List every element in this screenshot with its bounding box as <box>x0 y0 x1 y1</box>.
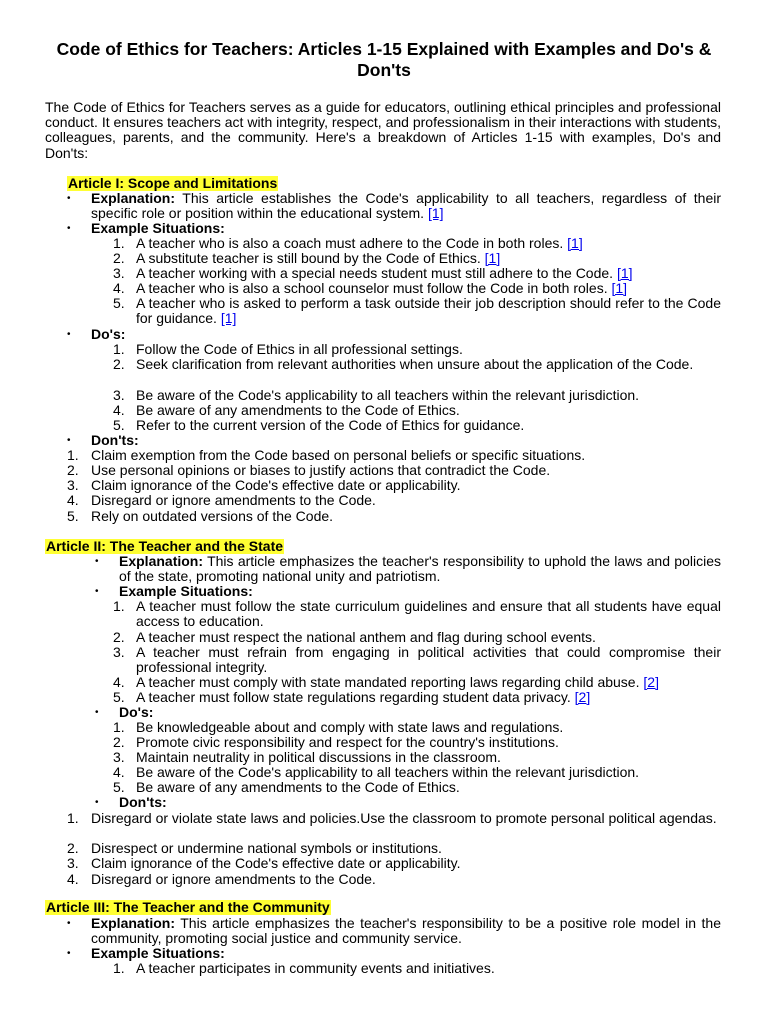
list-number: 1. <box>113 598 125 614</box>
list-number: 3. <box>113 749 125 765</box>
do-item <box>113 388 721 403</box>
item-body <box>91 463 721 478</box>
list-number: 1. <box>113 719 125 735</box>
item-body <box>136 735 721 750</box>
example-item <box>113 645 721 675</box>
list-number: 5. <box>113 295 125 311</box>
dont-item <box>67 493 721 508</box>
item-label: Example Situations: <box>91 945 225 961</box>
dont-item <box>67 811 721 826</box>
item-body <box>136 765 721 780</box>
list-number: 5. <box>113 689 125 705</box>
item-text: A teacher who is also a coach must adhere to the Code in both roles. <box>136 235 564 251</box>
item-text: This article emphasizes the teacher's responsibility to uphold the laws and policies of the state, promoting national unity and patriotism. <box>119 553 721 585</box>
item-text: A teacher who is asked to perform a task outside their job description should refer to the Code for guidance. <box>136 295 721 327</box>
item-text: Seek clarification from relevant authorities when unsure about the application of the Code. <box>136 356 694 372</box>
item-body <box>91 493 721 508</box>
article-heading: Article III: The Teacher and the Community <box>46 899 330 915</box>
item-text: Disrespect or undermine national symbols or institutions. <box>91 840 442 856</box>
item-body <box>91 872 721 887</box>
dos-bullet <box>67 327 721 342</box>
list-number: 4. <box>67 492 79 508</box>
list-number: 1. <box>113 235 125 251</box>
item-body <box>136 675 721 690</box>
item-body <box>136 690 721 705</box>
item-text: Refer to the current version of the Code of Ethics for guidance. <box>136 417 525 433</box>
examples-bullet <box>67 221 721 236</box>
item-label: Don'ts: <box>119 794 167 810</box>
intro-paragraph: The Code of Ethics for Teachers serves as a guide for educators, outlining ethical principles and professional conduct. It ensures teachers act with integrity, respect, and professionalism in their interactions with students, colleagues, parents, and the community. Here's a breakdown of Articles 1-15 with examples, Do's and Don'ts: <box>45 99 721 161</box>
item-body <box>119 795 721 810</box>
example-item <box>113 599 721 629</box>
item-body <box>91 946 721 961</box>
do-item <box>113 735 721 750</box>
list-number: 5. <box>67 508 79 524</box>
example-item <box>113 690 721 705</box>
citation-link[interactable]: [1] <box>611 280 628 296</box>
item-text: A substitute teacher is still bound by the Code of Ethics. <box>136 250 481 266</box>
explanation-bullet <box>95 554 721 584</box>
item-label: Explanation: <box>119 553 204 569</box>
examples-bullet <box>95 584 721 599</box>
dont-item <box>67 841 721 856</box>
list-number: 3. <box>113 265 125 281</box>
item-label: Do's: <box>119 704 154 720</box>
dont-item <box>67 856 721 871</box>
item-text: A teacher must refrain from engaging in political activities that could compromise their professional integrity. <box>136 644 721 676</box>
list-number: 1. <box>113 960 125 976</box>
item-text: Promote civic responsibility and respect for the country's institutions. <box>136 734 559 750</box>
item-body <box>91 916 721 946</box>
do-item <box>113 780 721 795</box>
list-number: 1. <box>113 341 125 357</box>
item-text: Disregard or ignore amendments to the Code. <box>91 492 376 508</box>
bullet-marker: • <box>67 435 71 446</box>
item-text: Claim exemption from the Code based on personal beliefs or specific situations. <box>91 447 586 463</box>
donts-bullet <box>67 433 721 448</box>
bullet-marker: • <box>95 797 99 808</box>
item-body <box>91 448 721 463</box>
item-label: Explanation: <box>91 915 176 931</box>
bullet-marker: • <box>67 329 71 340</box>
item-body <box>119 705 721 720</box>
list-number: 4. <box>113 674 125 690</box>
citation-link[interactable]: [1] <box>616 265 633 281</box>
item-text: A teacher must comply with state mandated reporting laws regarding child abuse. <box>136 674 640 690</box>
explanation-bullet <box>67 191 721 221</box>
do-item <box>113 418 721 433</box>
item-body <box>91 841 721 856</box>
item-body <box>136 281 721 296</box>
list-number: 4. <box>67 871 79 887</box>
item-body <box>136 251 721 266</box>
item-text: Rely on outdated versions of the Code. <box>91 508 334 524</box>
list-number: 3. <box>113 644 125 660</box>
citation-link[interactable]: [1] <box>567 235 583 251</box>
item-body <box>91 327 721 342</box>
dont-item <box>67 448 721 463</box>
citation-link[interactable]: [1] <box>220 310 237 327</box>
list-number: 4. <box>113 280 125 296</box>
item-body <box>136 296 721 326</box>
examples-bullet <box>67 946 721 961</box>
item-body <box>136 342 721 357</box>
item-text: Claim ignorance of the Code's effective date or applicability. <box>91 477 461 493</box>
citation-link[interactable]: [2] <box>643 674 659 690</box>
list-number: 3. <box>67 855 79 871</box>
item-text: Disregard or violate state laws and policies.Use the classroom to promote personal political agendas. <box>91 810 717 826</box>
item-text: This article establishes the Code's applicability to all teachers, regardless of their specific role or position within the educational system. <box>91 190 722 222</box>
list-number: 2. <box>67 840 79 856</box>
citation-link[interactable]: [1] <box>484 250 501 266</box>
page-title: Code of Ethics for Teachers: Articles 1-15 Explained with Examples and Do's & Don'ts <box>56 39 712 80</box>
item-body <box>136 418 721 433</box>
example-item <box>113 630 721 645</box>
item-body <box>136 266 721 281</box>
item-text: Use personal opinions or biases to justify actions that contradict the Code. <box>91 462 551 478</box>
bullet-marker: • <box>67 918 71 929</box>
item-text: Be knowledgeable about and comply with state laws and regulations. <box>136 719 564 735</box>
item-body <box>91 433 721 448</box>
list-number: 3. <box>67 477 79 493</box>
list-number: 2. <box>113 734 125 750</box>
item-body <box>136 403 721 418</box>
item-text: Claim ignorance of the Code's effective date or applicability. <box>91 855 461 871</box>
do-item <box>113 403 721 418</box>
item-body <box>136 750 721 765</box>
list-number: 2. <box>113 250 125 266</box>
bullet-marker: • <box>95 556 99 567</box>
citation-link[interactable]: [2] <box>574 689 591 705</box>
example-item <box>113 961 721 976</box>
item-text: A teacher working with a special needs student must still adhere to the Code. <box>136 265 614 281</box>
item-label: Don'ts: <box>91 432 139 448</box>
list-number: 4. <box>113 402 125 418</box>
bullet-marker: • <box>67 193 71 204</box>
item-label: Explanation: <box>91 190 176 206</box>
bullet-marker: • <box>95 707 99 718</box>
article-heading: Article II: The Teacher and the State <box>46 538 284 554</box>
item-body <box>91 509 721 524</box>
item-text: A teacher must follow the state curriculum guidelines and ensure that all students have equal access to education. <box>136 598 721 630</box>
example-item <box>113 281 721 296</box>
item-body <box>119 554 721 584</box>
item-body <box>91 811 721 826</box>
example-item <box>113 251 721 266</box>
item-text: Follow the Code of Ethics in all professional settings. <box>136 341 463 357</box>
item-text: A teacher must respect the national anthem and flag during school events. <box>136 629 596 645</box>
example-item <box>113 675 721 690</box>
list-number: 5. <box>113 417 125 433</box>
item-text: Maintain neutrality in political discussions in the classroom. <box>136 749 501 765</box>
bullet-marker: • <box>67 223 71 234</box>
item-body <box>91 191 721 221</box>
item-body <box>119 584 721 599</box>
list-number: 2. <box>113 629 125 645</box>
list-number: 1. <box>67 810 79 826</box>
dont-item <box>67 509 721 524</box>
item-text: Be aware of any amendments to the Code of Ethics. <box>136 402 460 418</box>
list-number: 2. <box>67 462 79 478</box>
example-item <box>113 266 721 281</box>
item-label: Do's: <box>91 326 126 342</box>
item-body <box>91 221 721 236</box>
example-item <box>113 296 721 326</box>
dos-bullet <box>95 705 721 720</box>
do-item <box>113 342 721 357</box>
list-number: 5. <box>113 779 125 795</box>
list-number: 4. <box>113 764 125 780</box>
item-body <box>136 599 721 629</box>
item-body <box>136 630 721 645</box>
item-body <box>136 388 721 403</box>
citation-link[interactable]: [1] <box>427 205 444 222</box>
item-label: Example Situations: <box>119 583 253 599</box>
item-body <box>91 856 721 871</box>
item-body <box>136 961 721 976</box>
donts-bullet <box>95 795 721 810</box>
do-item <box>113 357 721 372</box>
item-body <box>136 720 721 735</box>
item-text: Be aware of the Code's applicability to all teachers within the relevant jurisdiction. <box>136 387 640 403</box>
do-item <box>113 765 721 780</box>
item-text: A teacher participates in community events and initiatives. <box>136 960 495 976</box>
item-text: Be aware of the Code's applicability to all teachers within the relevant jurisdiction. <box>136 764 640 780</box>
item-text: A teacher must follow state regulations regarding student data privacy. <box>136 689 571 705</box>
item-label: Example Situations: <box>91 220 225 236</box>
list-number: 3. <box>113 387 125 403</box>
item-body <box>91 478 721 493</box>
list-number: 1. <box>67 447 79 463</box>
bullet-marker: • <box>95 586 99 597</box>
item-text: This article emphasizes the teacher's responsibility to be a positive role model in the community, promoting social justice and community service. <box>91 915 722 947</box>
explanation-bullet <box>67 916 721 946</box>
dont-item <box>67 463 721 478</box>
item-text: A teacher who is also a school counselor must follow the Code in both roles. <box>136 280 608 296</box>
item-text: Disregard or ignore amendments to the Code. <box>91 871 376 887</box>
item-body <box>136 780 721 795</box>
dont-item <box>67 872 721 887</box>
example-item <box>113 236 721 251</box>
do-item <box>113 750 721 765</box>
dont-item <box>67 478 721 493</box>
item-body <box>136 236 721 251</box>
item-body <box>136 645 721 675</box>
bullet-marker: • <box>67 948 71 959</box>
list-number: 2. <box>113 356 125 372</box>
do-item <box>113 720 721 735</box>
item-text: Be aware of any amendments to the Code of Ethics. <box>136 779 460 795</box>
article-heading: Article I: Scope and Limitations <box>68 175 278 191</box>
item-body <box>136 357 721 372</box>
